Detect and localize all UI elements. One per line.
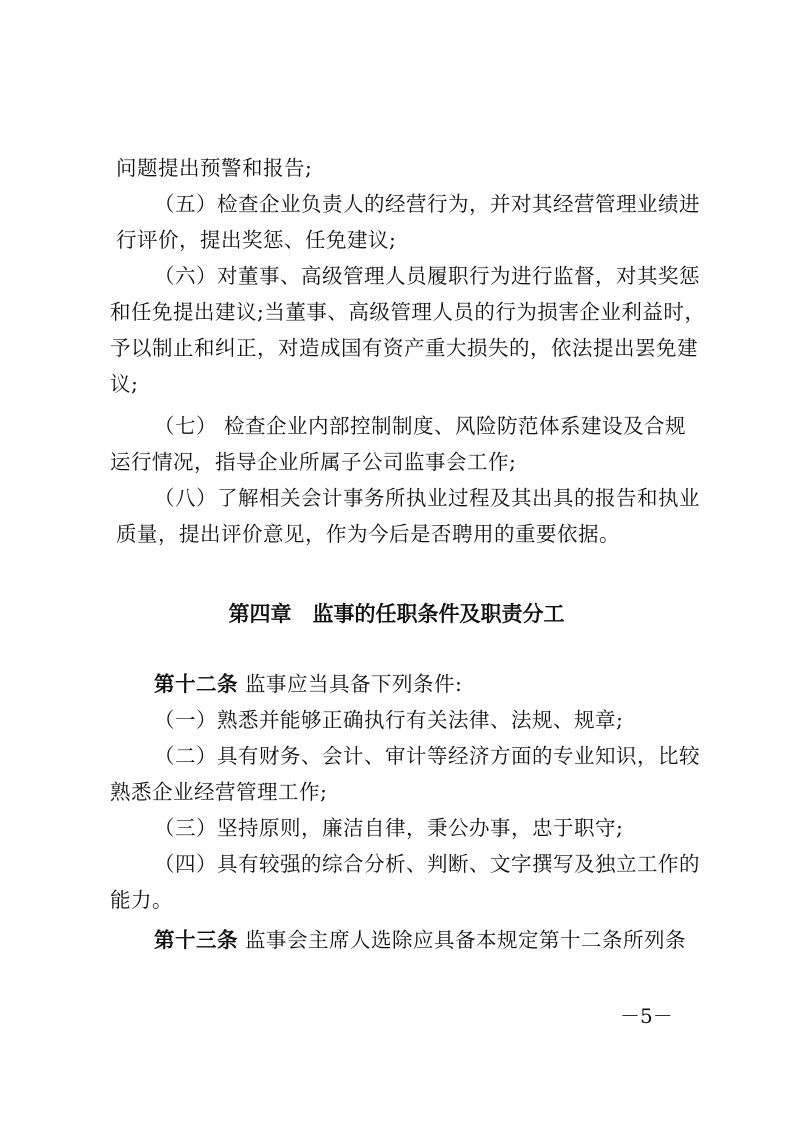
text-line: 能力。: [110, 888, 173, 912]
text-line: 和任免提出建议;当董事、高级管理人员的行为损害企业利益时，: [110, 300, 706, 324]
text-line: （四）具有较强的综合分析、判断、文字撰写及独立工作的: [154, 852, 700, 876]
article-12: [154, 671, 462, 697]
text-line: 运行情况，指导企业所属子公司监事会工作;: [110, 450, 517, 474]
text-line: 行评价，提出奖惩、任免建议;: [116, 228, 397, 252]
text-line: （五）检查企业负责人的经营行为，并对其经营管理业绩进: [154, 192, 700, 216]
text-line: （七） 检查企业内部控制制度、风险防范体系建设及合规: [154, 414, 687, 438]
text-line: （二）具有财务、会计、审计等经济方面的专业知识，比较: [154, 744, 700, 768]
chapter-heading: 第四章 监事的任职条件及职责分工: [228, 602, 565, 626]
text-line: 问题提出预警和报告;: [116, 156, 313, 180]
text-line: （一）熟悉并能够正确执行有关法律、法规、规章;: [154, 708, 624, 732]
text-line: （三）坚持原则，廉洁自律，秉公办事，忠于职守;: [154, 816, 624, 840]
article-text: 监事应当具备下列条件:: [238, 672, 463, 696]
text-line: 熟悉企业经营管理工作;: [110, 780, 328, 804]
text-line: （六）对董事、高级管理人员履职行为进行监督，对其奖惩: [154, 264, 700, 288]
text-line: 予以制止和纠正，对造成国有资产重大损失的，依法提出罢免建: [110, 336, 698, 360]
text-line: 议;: [110, 372, 139, 396]
article-13: [154, 927, 686, 953]
article-text: 监事会主席人选除应具备本规定第十二条所列条: [238, 928, 687, 952]
text-line: 质量，提出评价意见，作为今后是否聘用的重要依据。: [116, 522, 620, 546]
text-line: （八）了解相关会计事务所执业过程及其出具的报告和执业: [154, 486, 700, 510]
page-number: －5－: [620, 1004, 673, 1028]
article-label: 第十三条: [154, 928, 238, 952]
article-label: 第十二条: [154, 672, 238, 696]
